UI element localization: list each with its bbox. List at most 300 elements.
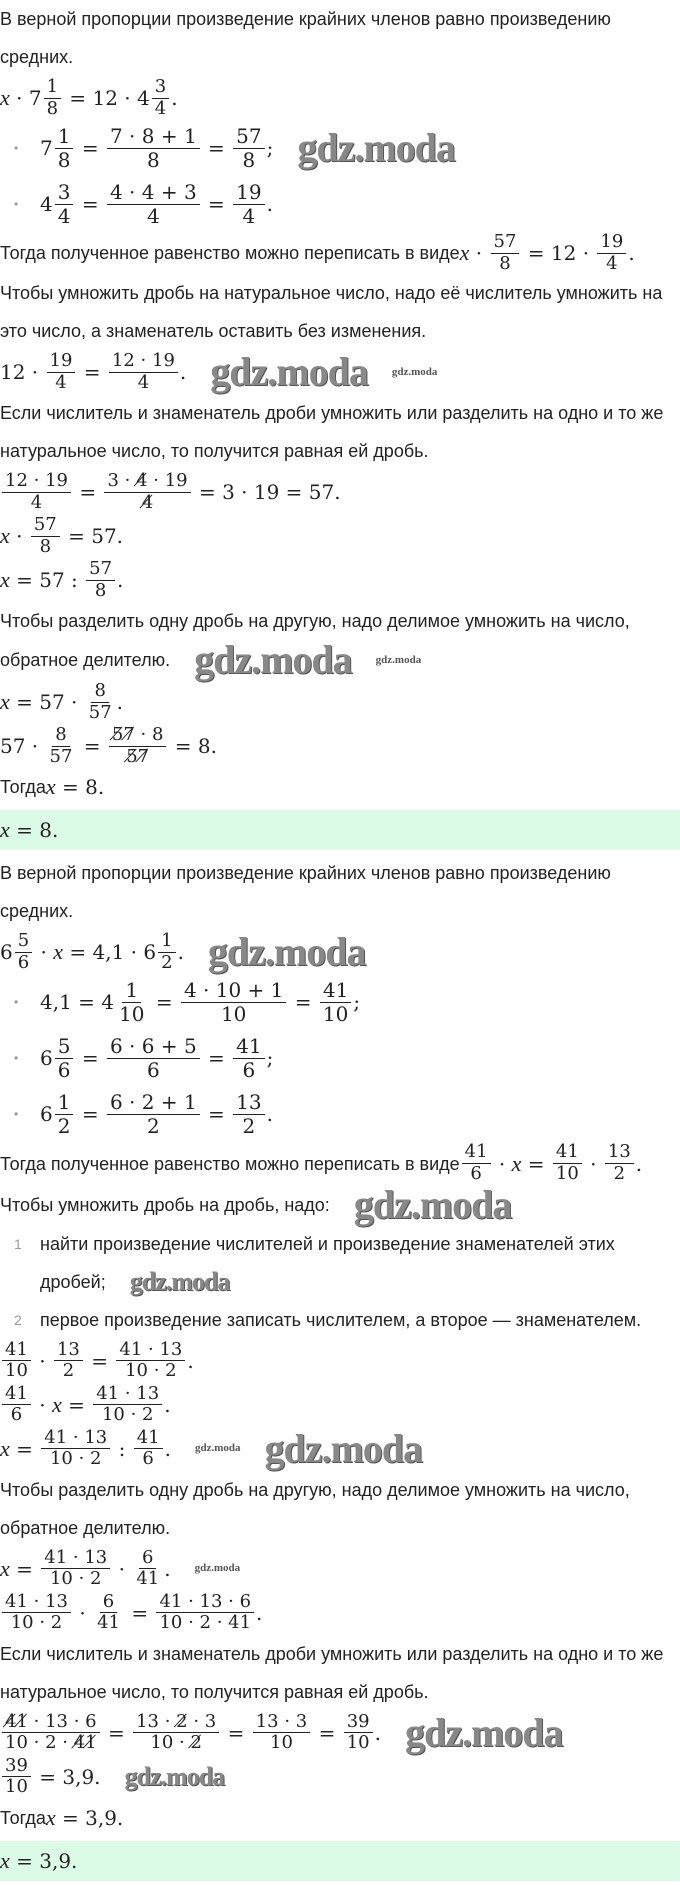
math-expression: ·	[34, 940, 54, 965]
denominator: 57	[49, 745, 73, 767]
math-expression: 4	[40, 192, 53, 216]
numerator: 13	[605, 1142, 634, 1164]
list-item	[0, 1301, 680, 1339]
math-expression: ·	[492, 1151, 512, 1176]
denominator: 4	[606, 252, 618, 274]
denominator: 4̸	[141, 491, 154, 513]
math-expression: .	[164, 1556, 171, 1581]
numerator: 13	[54, 1340, 83, 1362]
watermark: gdz.moda	[129, 1266, 230, 1296]
text-line	[0, 854, 680, 892]
denominator: 10 · 2 · 4̸1̸	[5, 1732, 97, 1754]
math-expression: = 57 ·	[9, 690, 84, 715]
math-expression: ;	[266, 136, 274, 160]
math-expression: .	[187, 1348, 194, 1373]
math-expression: ·	[72, 1600, 93, 1625]
text-line	[0, 637, 680, 683]
list-marker: •	[14, 1107, 19, 1122]
fraction	[462, 1142, 491, 1184]
list-item	[0, 176, 680, 232]
math-expression: 57 ·	[0, 734, 45, 759]
denominator: 6	[146, 1057, 160, 1082]
math-expression: = 3,9.	[32, 1764, 101, 1789]
denominator: 6	[242, 1057, 256, 1082]
math-expression: =	[72, 480, 103, 505]
list-marker: •	[14, 197, 19, 211]
math-expression: =	[201, 1046, 232, 1071]
denominator: 8	[39, 535, 52, 557]
watermark: gdz.moda	[264, 1425, 423, 1471]
math-expression: .	[117, 568, 124, 593]
numerator: 5	[55, 1035, 74, 1059]
numerator: 57	[31, 515, 60, 537]
numerator: 12 · 19	[109, 351, 178, 373]
fraction	[152, 77, 169, 119]
fraction	[605, 1142, 634, 1184]
denominator: 10	[119, 1001, 145, 1026]
fraction	[41, 1428, 110, 1470]
numerator: 41 · 13	[41, 1428, 110, 1450]
math-expression: 6	[0, 940, 13, 965]
math-expression: .	[266, 192, 273, 216]
numerator: 39	[344, 1712, 373, 1734]
text: средних.	[0, 901, 74, 922]
math-expression: = 12 ·	[521, 241, 596, 266]
text: дробей;	[40, 1271, 106, 1292]
text: натуральное число, то получится равная ей дробь.	[0, 1681, 429, 1702]
list-item	[0, 1225, 680, 1263]
math-expression: .	[164, 1392, 171, 1417]
math-expression: =	[84, 1348, 115, 1373]
math-expression: ·	[32, 1392, 52, 1417]
denominator: 6	[57, 1057, 71, 1082]
denominator: 10 · 2	[49, 1448, 102, 1470]
math-variable: x	[45, 774, 56, 800]
math-line	[0, 1339, 680, 1383]
numerator: 3	[152, 77, 169, 99]
watermark: gdz.moda	[194, 1442, 241, 1455]
numerator: 5̸7̸ · 8	[109, 725, 167, 747]
math-expression: = 3,9.	[55, 1805, 124, 1830]
math-expression: ·	[112, 1556, 132, 1581]
math-expression: .	[177, 940, 184, 965]
denominator: 10 · 2	[125, 1360, 177, 1382]
math-line	[0, 514, 680, 558]
math-expression: =	[201, 1102, 232, 1127]
fraction	[253, 1712, 311, 1754]
math-expression: =	[521, 1151, 551, 1176]
math-expression: =	[201, 136, 232, 160]
math-variable: x	[0, 523, 10, 549]
math-variable: x	[51, 1391, 62, 1417]
denominator: 4	[154, 97, 167, 119]
fraction	[109, 351, 178, 393]
math-expression: ·	[9, 524, 29, 549]
math-expression: .	[635, 1151, 643, 1176]
fraction	[2, 1712, 100, 1754]
watermark: gdz.moda	[297, 125, 455, 170]
list-marker: •	[14, 995, 19, 1010]
watermark: gdz.moda	[124, 1761, 225, 1791]
fraction	[55, 125, 74, 172]
denominator: 10	[5, 1776, 28, 1798]
numerator: 57	[491, 232, 520, 254]
fraction	[55, 1035, 74, 1082]
answer-box	[0, 810, 680, 850]
list-marker: 1	[14, 1235, 22, 1252]
numerator: 4 · 4 + 3	[107, 181, 200, 205]
denominator: 10 · 2	[49, 1568, 102, 1590]
text-line	[0, 38, 680, 76]
denominator: 2	[161, 951, 173, 973]
math-line	[0, 76, 680, 120]
math-expression: ·	[32, 1348, 52, 1373]
math-expression: 6	[40, 1102, 53, 1127]
numerator: 7 · 8 + 1	[107, 125, 200, 149]
text: Чтобы умножить дробь на натуральное число, надо её числитель умножить на	[0, 283, 663, 304]
text-line	[0, 274, 680, 312]
math-expression: .	[256, 1600, 263, 1625]
numerator: 41 · 13	[93, 1384, 162, 1406]
text-line	[0, 1509, 680, 1547]
denominator: 10 · 2̸	[150, 1732, 202, 1754]
math-expression: ·	[583, 1151, 603, 1176]
math-expression: =	[288, 990, 318, 1015]
denominator: 8	[146, 147, 160, 172]
text-line	[0, 1142, 680, 1184]
numerator: 13 · 2̸ · 3	[133, 1712, 219, 1734]
numerator: 1	[122, 979, 141, 1003]
fraction	[107, 1035, 200, 1082]
text: Тогда	[0, 777, 46, 798]
math-line	[0, 930, 680, 974]
fraction	[93, 1384, 162, 1426]
math-expression: .	[374, 1720, 381, 1745]
fraction	[133, 1712, 219, 1754]
numerator: 4̸1̸ · 13 · 6	[2, 1712, 100, 1734]
math-expression: = 57.	[61, 524, 124, 549]
fraction	[54, 1340, 83, 1382]
math-expression: =	[61, 1392, 92, 1417]
denominator: 10	[555, 1163, 579, 1185]
numerator: 39	[2, 1756, 31, 1778]
denominator: 5̸7̸	[126, 745, 150, 767]
numerator: 13	[233, 1091, 264, 1115]
numerator: 6	[100, 1592, 117, 1614]
math-expression: .	[179, 360, 187, 385]
math-line	[0, 1427, 680, 1471]
math-expression: =	[9, 1556, 40, 1581]
denominator: 8	[499, 252, 511, 274]
text: Тогда полученное равенство можно переписать в виде	[0, 1153, 460, 1174]
fraction	[47, 725, 76, 767]
text-line	[0, 1635, 680, 1673]
fraction	[133, 1548, 162, 1590]
fraction	[181, 979, 286, 1026]
text: Чтобы разделить одну дробь на другую, надо делимое умножить на число,	[0, 611, 630, 632]
fraction	[107, 181, 200, 228]
numerator: 6 · 2 + 1	[107, 1091, 200, 1115]
fraction	[344, 1712, 373, 1754]
denominator: 6	[17, 951, 30, 973]
text: обратное делителю.	[0, 650, 171, 671]
fraction	[2, 1340, 31, 1382]
denominator: 8	[94, 579, 107, 601]
numerator: 13 · 3	[253, 1712, 311, 1734]
math-expression: ·	[469, 241, 489, 266]
math-line	[0, 680, 680, 724]
numerator: 4 · 10 + 1	[181, 979, 286, 1003]
fraction	[55, 181, 74, 228]
numerator: 57	[233, 125, 264, 149]
math-expression: = 8.	[55, 775, 105, 800]
fraction	[233, 181, 264, 228]
denominator: 10 · 2	[10, 1612, 63, 1634]
denominator: 2	[57, 1113, 71, 1138]
numerator: 41	[462, 1142, 491, 1164]
text: средних.	[0, 47, 74, 67]
denominator: 4	[146, 203, 160, 228]
math-line	[0, 1755, 680, 1799]
fraction	[156, 1592, 254, 1634]
fraction	[86, 559, 115, 601]
fraction	[2, 1592, 71, 1634]
fraction	[158, 931, 175, 973]
fraction	[15, 931, 32, 973]
math-expression: .	[116, 690, 124, 715]
denominator: 10 · 2	[101, 1404, 154, 1426]
denominator: 8	[242, 147, 256, 172]
text: Если числитель и знаменатель дроби умножить или разделить на одно и то же	[0, 1643, 664, 1664]
fraction	[41, 1548, 110, 1590]
fraction	[233, 1091, 264, 1138]
text-line	[0, 394, 680, 432]
denominator: 41	[136, 1568, 160, 1590]
numerator: 41	[233, 1035, 264, 1059]
denominator: 8	[46, 97, 59, 119]
text-line	[0, 1181, 680, 1227]
numerator: 41 · 13	[2, 1592, 71, 1614]
math-expression: .	[266, 1102, 273, 1127]
list-item	[0, 1263, 680, 1301]
numerator: 1	[55, 1091, 74, 1115]
fraction	[44, 77, 61, 119]
numerator: 12 · 19	[2, 471, 71, 493]
denominator: 2	[146, 1113, 160, 1138]
math-expression: =	[75, 1046, 105, 1071]
text: В верной пропорции произведение крайних членов равно произведению	[0, 9, 611, 29]
math-expression: ;	[353, 990, 361, 1015]
math-line	[0, 1591, 680, 1635]
numerator: 41	[320, 979, 351, 1003]
math-expression: =	[77, 734, 107, 759]
math-line	[0, 1547, 680, 1591]
math-expression: .	[171, 86, 178, 110]
watermark: gdz.moda	[207, 929, 366, 975]
math-expression: =	[75, 136, 105, 160]
list-marker: •	[14, 141, 19, 155]
numerator: 8	[91, 681, 108, 703]
denominator: 10	[220, 1001, 247, 1026]
math-variable: x	[0, 689, 10, 715]
denominator: 8	[57, 147, 71, 172]
math-line	[0, 470, 680, 514]
text-line	[0, 312, 680, 350]
fraction	[491, 232, 520, 274]
math-line	[0, 724, 680, 768]
denominator: 4	[30, 491, 43, 513]
numerator: 41 · 13	[41, 1548, 110, 1570]
math-expression: = 8.	[168, 734, 218, 759]
numerator: 5	[15, 931, 32, 953]
fraction	[233, 125, 264, 172]
watermark: gdz.moda	[353, 1181, 512, 1227]
denominator: 57	[88, 701, 112, 723]
watermark: gdz.moda	[391, 365, 438, 378]
watermark: gdz.moda	[210, 349, 368, 395]
math-expression: = 3 · 19 = 57.	[192, 480, 341, 505]
text: натуральное число, то получится равная ей дробь.	[0, 441, 429, 462]
fraction	[553, 1142, 582, 1184]
text: Тогда	[0, 1807, 46, 1828]
denominator: 10	[270, 1732, 293, 1754]
math-variable: x	[0, 817, 10, 843]
math-expression: =	[101, 1720, 132, 1745]
math-expression: .	[628, 241, 635, 266]
list-item	[0, 120, 680, 176]
numerator: 1	[44, 77, 61, 99]
math-expression: = 12 · 4	[63, 86, 150, 110]
answer-box	[0, 1841, 680, 1881]
fraction	[116, 979, 147, 1026]
fraction	[2, 1384, 31, 1426]
numerator: 41	[134, 1428, 163, 1450]
text-line	[0, 0, 680, 38]
text-line	[0, 232, 680, 274]
numerator: 41 · 13	[116, 1340, 185, 1362]
denominator: 6	[470, 1163, 482, 1185]
math-variable: x	[0, 1435, 10, 1461]
math-expression: :	[112, 1436, 132, 1461]
denominator: 10	[346, 1732, 370, 1754]
math-expression: =	[9, 1436, 40, 1461]
watermark: gdz.moda	[375, 653, 422, 666]
math-expression: = 8.	[9, 818, 59, 843]
denominator: 41	[97, 1612, 120, 1634]
denominator: 10 · 2 · 41	[159, 1612, 252, 1634]
numerator: 3 · 4̸ · 19	[104, 471, 190, 493]
math-line	[0, 1711, 680, 1755]
text: это число, а знаменатель оставить без изменения.	[0, 321, 427, 342]
fraction	[109, 725, 167, 767]
text-line	[0, 1471, 680, 1509]
list-marker: 2	[14, 1311, 22, 1328]
denominator: 6	[142, 1448, 154, 1470]
denominator: 2	[613, 1163, 626, 1185]
fraction	[320, 979, 351, 1026]
fraction	[94, 1592, 123, 1634]
text: Чтобы умножить дробь на дробь, надо:	[0, 1194, 330, 1215]
fraction	[86, 681, 115, 723]
watermark: gdz.moda	[404, 1709, 563, 1755]
math-line	[0, 1383, 680, 1427]
math-variable: x	[45, 1804, 56, 1830]
watermark: gdz.moda	[194, 637, 352, 683]
denominator: 4	[242, 203, 256, 228]
math-expression: =	[124, 1600, 155, 1625]
numerator: 6 · 6 + 5	[107, 1035, 200, 1059]
numerator: 41	[2, 1340, 31, 1362]
list-item	[0, 974, 680, 1030]
math-variable: x	[53, 939, 64, 965]
math-line	[0, 350, 680, 394]
numerator: 41 · 13 · 6	[156, 1592, 254, 1614]
denominator: 2	[62, 1360, 75, 1382]
denominator: 4	[57, 203, 71, 228]
math-expression: =	[149, 990, 179, 1015]
fraction	[47, 351, 76, 393]
numerator: 8	[52, 725, 69, 747]
numerator: 6	[139, 1548, 156, 1570]
watermark: gdz.moda	[194, 1562, 241, 1575]
numerator: 19	[47, 351, 76, 373]
math-expression: =	[75, 192, 105, 216]
fraction	[116, 1340, 185, 1382]
math-expression: =	[201, 192, 232, 216]
denominator: 4	[55, 371, 67, 393]
denominator: 6	[10, 1404, 23, 1426]
math-expression: =	[312, 1720, 342, 1745]
math-expression: =	[75, 1102, 105, 1127]
fraction	[597, 232, 626, 274]
text-line	[0, 1799, 680, 1837]
math-variable: x	[0, 1555, 10, 1581]
numerator: 41	[2, 1384, 31, 1406]
denominator: 4	[137, 371, 150, 393]
fraction	[134, 1428, 163, 1470]
numerator: 1	[158, 931, 175, 953]
list-item	[0, 1086, 680, 1142]
fraction	[107, 1091, 200, 1138]
text: В верной пропорции произведение крайних членов равно произведению	[0, 863, 611, 884]
numerator: 57	[86, 559, 115, 581]
math-expression: 7	[40, 136, 53, 160]
text-line	[0, 892, 680, 930]
fraction	[233, 1035, 264, 1082]
numerator: 3	[55, 181, 74, 205]
math-expression: 6	[40, 1046, 53, 1071]
math-expression: .	[164, 1436, 171, 1461]
math-variable: x	[0, 1847, 10, 1873]
numerator: 19	[233, 181, 264, 205]
list-item	[0, 1030, 680, 1086]
math-expression: ;	[266, 1046, 274, 1071]
text: Тогда полученное равенство можно переписать в виде	[0, 243, 460, 264]
denominator: 10	[322, 1001, 349, 1026]
fraction	[55, 1091, 74, 1138]
text: Если числитель и знаменатель дроби умножить или разделить на одно и то же	[0, 403, 664, 424]
math-expression: =	[221, 1720, 251, 1745]
text-line	[0, 768, 680, 806]
math-variable: x	[0, 85, 10, 110]
math-variable: x	[0, 567, 10, 593]
math-expression: =	[77, 360, 107, 385]
text: обратное делителю.	[0, 1517, 171, 1538]
fraction	[31, 515, 60, 557]
numerator: 1	[55, 125, 74, 149]
fraction	[107, 125, 200, 172]
fraction	[2, 471, 71, 513]
